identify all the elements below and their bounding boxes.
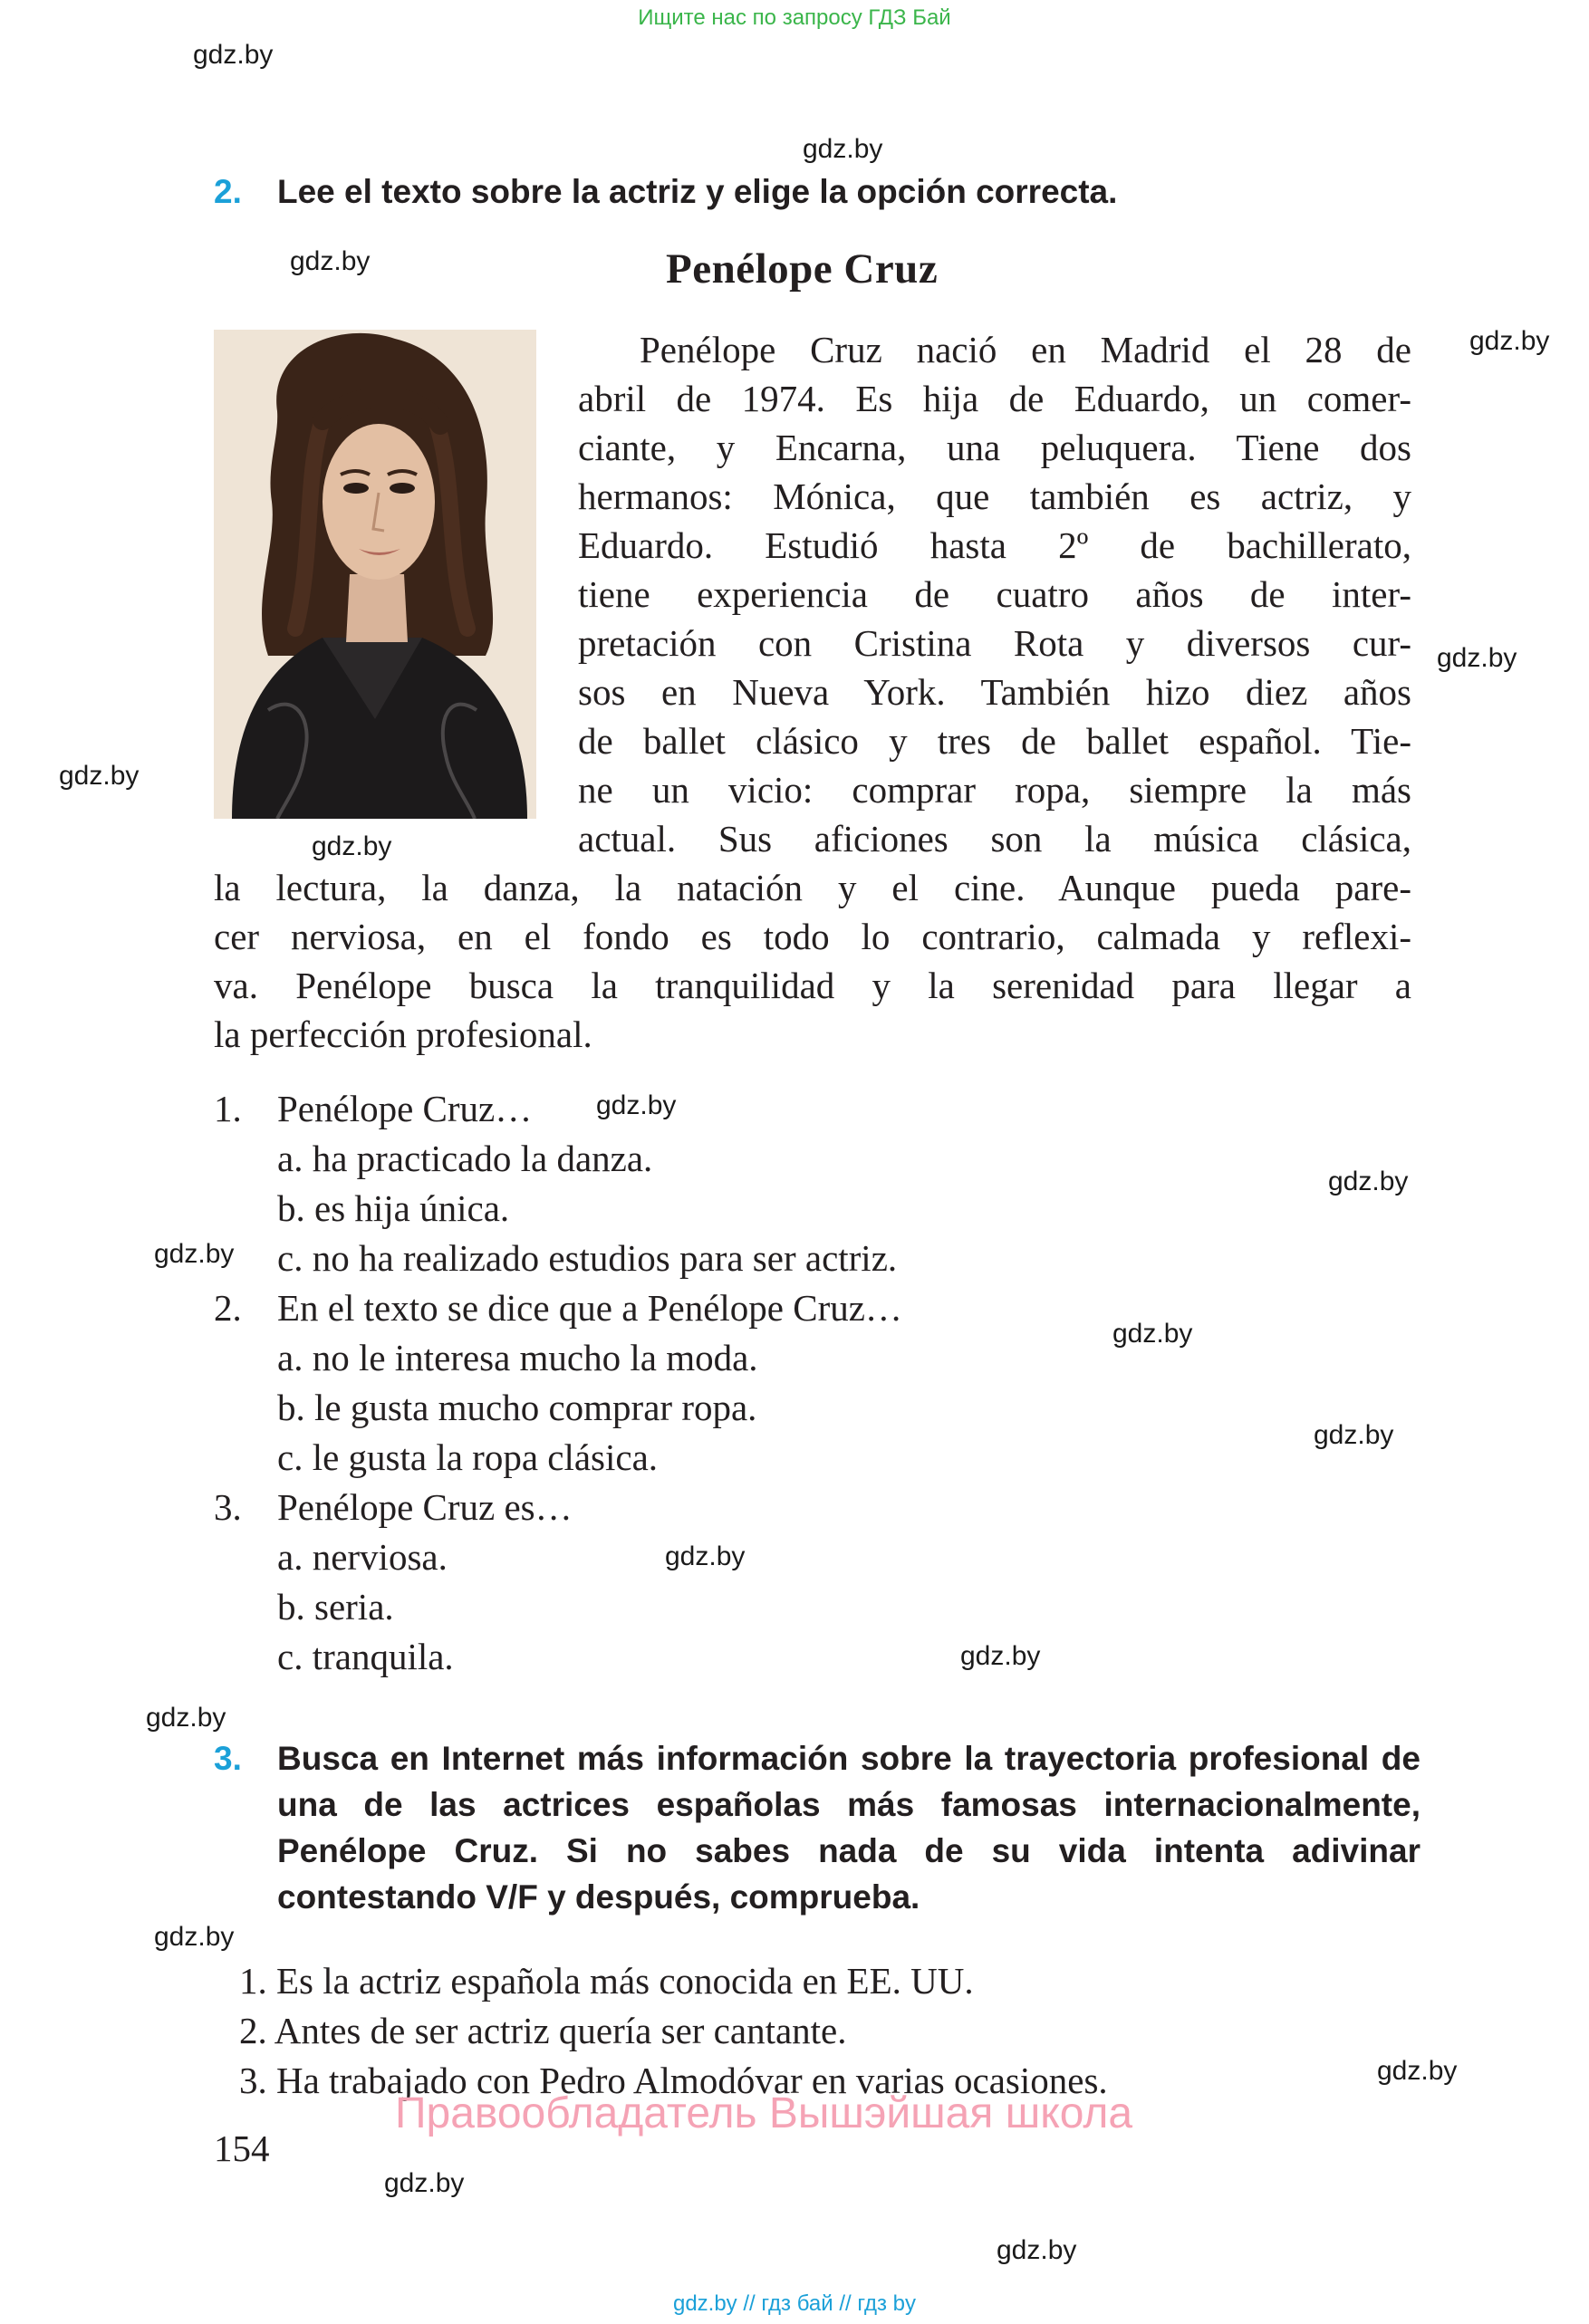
- watermark: gdz.by: [1469, 326, 1550, 356]
- watermark: gdz.by: [665, 1541, 746, 1571]
- watermark: gdz.by: [384, 2168, 465, 2198]
- article-line: abril de 1974. Es hija de Eduardo, un comer-: [578, 378, 1411, 419]
- article-line: sos en Nueva York. También hizo diez años: [578, 671, 1411, 713]
- question-stem: Penélope Cruz…: [277, 1088, 533, 1129]
- article-line: va. Penélope busca la tranquilidad y la serenidad para llegar a: [214, 965, 1411, 1006]
- watermark: gdz.by: [312, 831, 392, 861]
- task-3-heading: [214, 1735, 1428, 1925]
- actress-photo: [214, 330, 536, 819]
- article-line: pretación con Cristina Rota y diversos cur-: [578, 622, 1411, 664]
- watermark: gdz.by: [1377, 2056, 1458, 2086]
- article-line: de ballet clásico y tres de ballet español. Tie-: [578, 720, 1411, 762]
- watermark: gdz.by: [960, 1641, 1041, 1671]
- article-title: Penélope Cruz: [666, 245, 939, 293]
- answer-option: b. seria.: [277, 1586, 394, 1628]
- answer-option: a. no le interesa mucho la moda.: [277, 1337, 758, 1378]
- task-2-heading: [214, 168, 1428, 215]
- watermark: gdz.by: [596, 1090, 677, 1120]
- answer-option: c. no ha realizado estudios para ser actriz.: [277, 1237, 898, 1279]
- answer-option: a. nerviosa.: [277, 1536, 448, 1578]
- answer-option: b. le gusta mucho comprar ropa.: [277, 1387, 757, 1428]
- top-banner: Ищите нас по запросу ГДЗ Бай: [638, 5, 951, 30]
- article-line: ciante, y Encarna, una peluquera. Tiene dos: [578, 427, 1411, 468]
- article-line: cer nerviosa, en el fondo es todo lo contrario, calmada y reflexi-: [214, 916, 1411, 957]
- article-line: hermanos: Mónica, que también es actriz, y: [578, 475, 1411, 517]
- watermark: gdz.by: [290, 246, 371, 276]
- article-line: tiene experiencia de cuatro años de inter-: [578, 573, 1411, 615]
- answer-option: a. ha practicado la danza.: [277, 1138, 653, 1179]
- article-line: actual. Sus aficiones son la música clásica,: [578, 818, 1411, 859]
- watermark: gdz.by: [154, 1922, 235, 1952]
- watermark: gdz.by: [146, 1703, 226, 1733]
- task-number: 2.: [214, 173, 242, 210]
- article-line: Penélope Cruz nació en Madrid el 28 de: [640, 329, 1411, 370]
- article-line: Eduardo. Estudió hasta 2º de bachillerato,: [578, 524, 1411, 566]
- watermark: gdz.by: [1328, 1167, 1409, 1196]
- true-false-statement: 3. Ha trabajado con Pedro Almodóvar en varias ocasiones.: [239, 2060, 1108, 2101]
- watermark: gdz.by: [1437, 643, 1517, 673]
- watermark: gdz.by: [803, 134, 883, 164]
- question-number: 1.: [214, 1088, 242, 1129]
- watermark: gdz.by: [59, 761, 140, 791]
- answer-option: c. tranquila.: [277, 1636, 454, 1677]
- page-number: 154: [214, 2127, 270, 2169]
- task-number: 3.: [214, 1740, 242, 1777]
- watermark: gdz.by: [193, 40, 274, 70]
- rights-holder-stamp: Правообладатель Вышэйшая школа: [395, 2089, 1133, 2137]
- true-false-statement: 2. Antes de ser actriz quería ser cantante.: [239, 2010, 847, 2051]
- answer-option: c. le gusta la ropa clásica.: [277, 1436, 659, 1478]
- question-stem: Penélope Cruz es…: [277, 1486, 573, 1528]
- true-false-statement: 1. Es la actriz española más conocida en EE. UU.: [239, 1960, 974, 2002]
- question-number: 3.: [214, 1486, 242, 1528]
- footer-links: gdz.by // гдз бай // гдз by: [672, 2291, 917, 2316]
- question-number: 2.: [214, 1287, 242, 1329]
- task-instruction: Lee el texto sobre la actriz y elige la opción correcta.: [277, 173, 1118, 210]
- watermark: gdz.by: [1112, 1319, 1193, 1349]
- watermark: gdz.by: [1314, 1420, 1394, 1450]
- answer-option: b. es hija única.: [277, 1187, 510, 1229]
- watermark: gdz.by: [997, 2235, 1077, 2265]
- article-line: ne un vicio: comprar ropa, siempre la más: [578, 769, 1411, 811]
- watermark: gdz.by: [154, 1239, 235, 1269]
- article-line: la lectura, la danza, la natación y el cine. Aunque pueda pare-: [214, 867, 1411, 908]
- article-line: la perfección profesional.: [214, 1013, 592, 1055]
- question-stem: En el texto se dice que a Penélope Cruz…: [277, 1287, 902, 1329]
- task-instruction: Busca en Internet más información sobre la trayectoria profesional de una de las actrices españolas más famosas internacionalmente, Penélope Cruz. Si no sabes nada de su vida intenta adivinar contestando V/F y después, comprueba.: [277, 1740, 1420, 1916]
